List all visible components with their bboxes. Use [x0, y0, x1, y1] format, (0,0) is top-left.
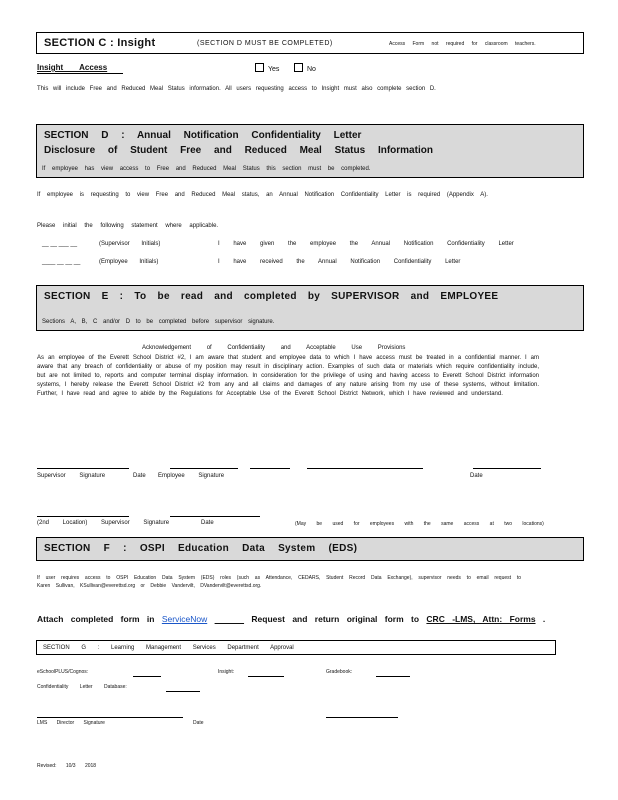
section-e-header	[36, 285, 584, 331]
no-label: No	[307, 66, 316, 73]
date2-line[interactable]	[473, 468, 541, 469]
date1-line[interactable]	[170, 468, 238, 469]
attach-destination: CRC -LMS, Attn: Forms	[426, 614, 536, 624]
eschool-label: eSchoolPLUS/Cognos:	[37, 669, 89, 675]
lms-date-line[interactable]	[326, 717, 398, 718]
section-c-title: SECTION C : Insight	[44, 37, 156, 49]
section-c-body: This will include Free and Reduced Meal Status information. All users requesting access to Insight must also complete section D.	[37, 86, 436, 92]
section-e-title: SECTION E : To be read and completed by SUPERVISOR and EMPLOYEE	[44, 291, 499, 302]
attach-blank	[215, 614, 244, 624]
section-f-header	[36, 537, 584, 561]
supervisor-signature-label: Supervisor Signature	[37, 473, 106, 479]
no-option[interactable]	[294, 63, 316, 74]
servicenow-link[interactable]: ServiceNow	[161, 614, 208, 624]
initial-prompt: Please initial the following statement where applicable.	[37, 223, 219, 229]
lms-director-signature-line[interactable]	[37, 717, 183, 718]
lms-director-label: LMS Director Signature	[37, 720, 105, 726]
yes-checkbox[interactable]	[255, 63, 264, 72]
yes-label: Yes	[268, 66, 280, 73]
supervisor-initials-label: (Supervisor Initials)	[99, 241, 161, 247]
section-f-body: If user requires access to OSPI Education Data System (EDS) roles (such as Attendance, CEDARS, Student Record Data Exchange), supervisor needs to email request to Karen Sullivan, KSullivan@everettsd.org or Debbie Vandervilt, DVandervilt@everettsd.org.	[37, 575, 521, 589]
second-location-date-label: Date	[201, 520, 214, 526]
supervisor-signature-line[interactable]	[37, 468, 129, 469]
section-e-sub: Sections A, B, C and/or D to be completed before supervisor signature.	[42, 319, 275, 325]
section-d-title-line2: Disclosure of Student Free and Reduced Meal Status Information	[44, 145, 433, 156]
insight-line[interactable]	[248, 676, 284, 677]
section-d-sub: If employee has view access to Free and Reduced Meal Status this section must be completed.	[42, 166, 371, 172]
second-location-date-line[interactable]	[170, 516, 260, 517]
gradebook-label: Gradebook:	[326, 669, 353, 675]
employee-signature-line[interactable]	[250, 468, 290, 469]
date2-label: Date	[470, 473, 483, 479]
second-location-label: (2nd Location) Supervisor Signature	[37, 520, 170, 526]
section-g-title: SECTION G : Learning Management Services Department Approval	[43, 645, 294, 651]
insight-access-label: Insight Access	[37, 63, 108, 72]
section-c-header	[36, 32, 584, 54]
revised-footer: Revised: 10/3 2018	[37, 763, 97, 769]
employee-signature-line-2[interactable]	[307, 468, 423, 469]
employee-initials-field[interactable]: ____ __ __ __	[42, 259, 81, 265]
attach-instruction	[37, 614, 545, 624]
section-c-note: (SECTION D MUST BE COMPLETED)	[197, 40, 333, 47]
confidentiality-database-line[interactable]	[166, 691, 200, 692]
section-g-header	[36, 640, 556, 655]
section-d-body: If employee is requesting to view Free and Reduced Meal status, an Annual Notification Confidentiality Letter is required (Appendix A).	[37, 192, 488, 198]
attach-end: .	[542, 614, 546, 624]
attach-middle: Request and return original form to	[251, 614, 420, 624]
employee-initials-statement: I have received the Annual Notification Confidentiality Letter	[218, 259, 461, 265]
no-checkbox[interactable]	[294, 63, 303, 72]
employee-initials-label: (Employee Initials)	[99, 259, 159, 265]
confidentiality-database-label: Confidentiality Letter Database:	[37, 684, 127, 690]
insight-access-underline	[37, 73, 123, 74]
gradebook-line[interactable]	[376, 676, 410, 677]
second-location-signature-line[interactable]	[37, 516, 129, 517]
second-location-note: (May be used for employees with the same access at two locations)	[295, 521, 544, 527]
section-d-header	[36, 124, 584, 178]
yes-option[interactable]	[255, 63, 279, 74]
acknowledgement-heading: Acknowledgement of Confidentiality and Acceptable Use Provisions	[142, 345, 406, 351]
employee-signature-label: Employee Signature	[158, 473, 225, 479]
eschool-line[interactable]	[133, 676, 161, 677]
date1-label: Date	[133, 473, 146, 479]
supervisor-initials-field[interactable]: __ __ ___ __	[42, 241, 78, 247]
attach-prefix: Attach completed form in	[37, 614, 155, 624]
acknowledgement-body: As an employee of the Everett School District #2, I am aware that student and employee data to which I have access must be treated in a confidential manner. I am aware that any breach of confidentiality or abuse of my position may result in disciplinary action. Examples of such data or materials which require confidentiality include, but are not limited to, reports and computer terminal display information. In consideration for the privilege of using and having access to Everett School District information systems, I hereby release the Everett School District #2 from any and all claims and damages of any nature arising from my use of these systems, without limitation. Further, I have read and agree to abide by the Regulations for Acceptable Use of the Everett School District Network, which I have reviewed and understand.	[37, 355, 539, 397]
section-d-title-line1: SECTION D : Annual Notification Confidentiality Letter	[44, 130, 362, 141]
lms-date-label: Date	[193, 720, 204, 726]
insight-label: Insight:	[218, 669, 235, 675]
section-c-side-note: Access Form not required for classroom teachers.	[389, 41, 536, 47]
supervisor-initials-statement: I have given the employee the Annual Notification Confidentiality Letter	[218, 241, 514, 247]
section-f-title: SECTION F : OSPI Education Data System (EDS)	[44, 543, 358, 554]
